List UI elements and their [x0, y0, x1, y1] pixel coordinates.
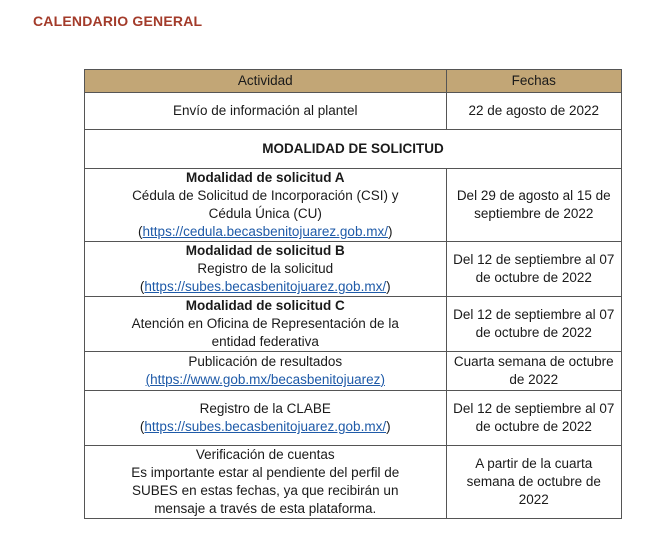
activity-cell	[85, 391, 447, 446]
table-header-row	[85, 70, 622, 93]
row-text: entidad federativa	[211, 334, 319, 349]
gob-link[interactable]: https://www.gob.mx/becasbenitojuarez	[150, 372, 381, 387]
row-text: Verificación de cuentas	[195, 447, 335, 462]
section-title: MODALIDAD DE SOLICITUD	[85, 130, 622, 169]
table-row	[85, 391, 622, 446]
row-text: Cédula Única (CU)	[208, 206, 322, 221]
activity-cell	[85, 242, 447, 297]
activity-cell	[85, 297, 447, 352]
row-link-line: (https://subes.becasbenitojuarez.gob.mx/)	[139, 419, 391, 434]
row-text: Atención en Oficina de Representación de la	[131, 316, 399, 331]
table-row	[85, 242, 622, 297]
cedula-link[interactable]: https://cedula.becasbenitojuarez.gob.mx/	[142, 224, 388, 239]
row-title: Modalidad de solicitud C	[185, 298, 345, 313]
header-activity: Actividad	[85, 70, 447, 93]
table-row	[85, 93, 622, 130]
subes-link[interactable]: https://subes.becasbenitojuarez.gob.mx/	[144, 279, 387, 294]
row-text: Publicación de resultados	[188, 354, 343, 369]
calendar-table	[84, 69, 622, 519]
activity-cell	[85, 446, 447, 519]
row-title: Modalidad de solicitud B	[185, 243, 345, 258]
header-dates: Fechas	[446, 70, 621, 93]
activity-cell	[85, 352, 447, 391]
subes-link[interactable]: https://subes.becasbenitojuarez.gob.mx/	[144, 419, 387, 434]
row-link-line: (https://subes.becasbenitojuarez.gob.mx/)	[139, 279, 391, 294]
section-row	[85, 130, 622, 169]
row-text: SUBES en estas fechas, ya que recibirán un	[132, 483, 399, 498]
dates-cell: Del 12 de septiembre al 07 de octubre de 2022	[446, 242, 621, 297]
row-text: Es importante estar al pendiente del perfil de	[131, 465, 400, 480]
activity-cell	[85, 169, 447, 242]
dates-cell: A partir de la cuarta semana de octubre de 2022	[446, 446, 621, 519]
row-link-line[interactable]: (https://www.gob.mx/becasbenitojuarez)	[145, 372, 385, 387]
table-row	[85, 352, 622, 391]
dates-cell: Del 12 de septiembre al 07 de octubre de 2022	[446, 297, 621, 352]
dates-cell: Cuarta semana de octubre de 2022	[446, 352, 621, 391]
row-link-line: (https://cedula.becasbenitojuarez.gob.mx/)	[138, 224, 393, 239]
row-text: Registro de la solicitud	[197, 261, 334, 276]
activity-cell: Envío de información al plantel	[85, 93, 447, 130]
page-heading: CALENDARIO GENERAL	[33, 13, 203, 29]
row-title: Modalidad de solicitud A	[186, 170, 345, 185]
dates-cell: Del 29 de agosto al 15 de septiembre de 2022	[446, 169, 621, 242]
table-row	[85, 446, 622, 519]
row-text: Cédula de Solicitud de Incorporación (CSI) y	[132, 188, 399, 203]
row-text: mensaje a través de esta plataforma.	[154, 501, 377, 516]
table-row	[85, 169, 622, 242]
row-text: Registro de la CLABE	[199, 401, 331, 416]
dates-cell: 22 de agosto de 2022	[446, 93, 621, 130]
dates-cell: Del 12 de septiembre al 07 de octubre de 2022	[446, 391, 621, 446]
table-row	[85, 297, 622, 352]
